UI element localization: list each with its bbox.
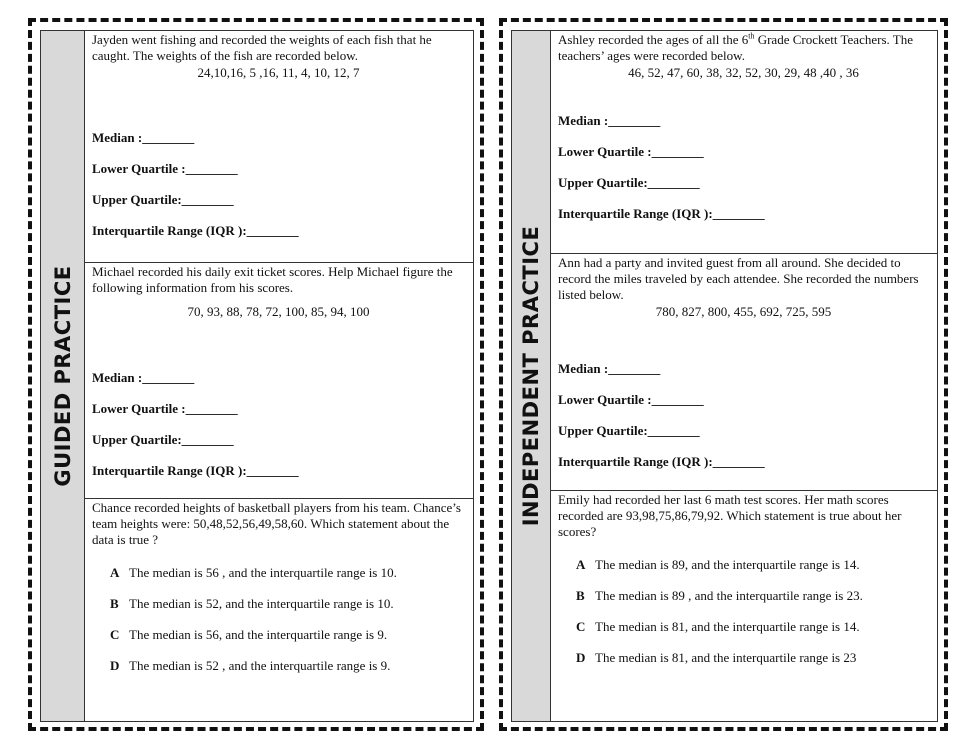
median-answer[interactable]: Median :________ <box>558 361 661 376</box>
independent-practice-content <box>551 31 937 721</box>
median-answer[interactable]: Median :________ <box>92 370 195 385</box>
independent-problem-3 <box>551 491 937 721</box>
guided-practice-sidebar <box>41 31 85 721</box>
choice-list <box>92 565 465 674</box>
prompt-text-end: Grade Crockett Teachers. The teachers’ ages were recorded below. <box>558 32 913 63</box>
iqr-answer[interactable]: Interquartile Range (IQR ):________ <box>558 206 765 221</box>
choice-d[interactable] <box>576 650 929 666</box>
choice-list <box>558 557 929 666</box>
choice-text: The median is 81, and the interquartile range is 23 <box>595 650 857 665</box>
choice-letter: B <box>110 596 119 611</box>
problem-dataset: 70, 93, 88, 78, 72, 100, 85, 94, 100 <box>187 304 370 319</box>
problem-prompt: Emily had recorded her last 6 math test scores. Her math scores recorded are 93,98,75,86,79,92. Which statement is true about her scores? <box>558 492 902 539</box>
median-answer[interactable]: Median :________ <box>558 113 661 128</box>
lower-quartile-answer[interactable]: Lower Quartile :________ <box>92 161 238 176</box>
choice-b[interactable] <box>576 588 929 604</box>
iqr-answer[interactable]: Interquartile Range (IQR ):________ <box>558 454 765 469</box>
ordinal-suffix: th <box>748 31 755 41</box>
iqr-answer[interactable]: Interquartile Range (IQR ):________ <box>92 223 299 238</box>
problem-prompt: Michael recorded his daily exit ticket scores. Help Michael figure the following information from his scores. <box>92 264 453 295</box>
choice-text: The median is 89 , and the interquartile range is 23. <box>595 588 863 603</box>
choice-text: The median is 52, and the interquartile range is 10. <box>129 596 394 611</box>
choice-letter: A <box>576 557 586 572</box>
choice-text: The median is 52 , and the interquartile range is 9. <box>129 658 391 673</box>
choice-b[interactable] <box>110 596 465 612</box>
problem-prompt <box>558 32 929 64</box>
upper-quartile-answer[interactable]: Upper Quartile:________ <box>92 192 234 207</box>
upper-quartile-answer[interactable]: Upper Quartile:________ <box>92 432 234 447</box>
guided-problem-2 <box>85 263 473 499</box>
choice-letter: D <box>110 658 120 673</box>
guided-practice-panel <box>28 18 484 731</box>
independent-practice-frame <box>511 30 938 722</box>
choice-a[interactable] <box>576 557 929 573</box>
independent-problem-1 <box>551 31 937 254</box>
choice-letter: D <box>576 650 586 665</box>
independent-practice-sidebar <box>512 31 551 721</box>
guided-problem-1 <box>85 31 473 263</box>
choice-c[interactable] <box>110 627 465 643</box>
problem-prompt: Ann had a party and invited guest from all around. She decided to record the miles traveled by each attendee. She recorded the numbers listed below. <box>558 255 919 302</box>
independent-problem-2 <box>551 254 937 491</box>
choice-letter: C <box>110 627 120 642</box>
choice-text: The median is 56, and the interquartile range is 9. <box>129 627 388 642</box>
choice-letter: C <box>576 619 586 634</box>
lower-quartile-answer[interactable]: Lower Quartile :________ <box>92 401 238 416</box>
guided-problem-3 <box>85 499 473 721</box>
independent-practice-panel <box>499 18 948 731</box>
choice-text: The median is 56 , and the interquartile range is 10. <box>129 565 397 580</box>
problem-dataset: 24,10,16, 5 ,16, 11, 4, 10, 12, 7 <box>197 65 360 80</box>
upper-quartile-answer[interactable]: Upper Quartile:________ <box>558 175 700 190</box>
iqr-answer[interactable]: Interquartile Range (IQR ):________ <box>92 463 299 478</box>
problem-prompt: Chance recorded heights of basketball players from his team. Chance’s team heights were: 50,48,52,56,49,58,60. Which statement about the data is true ? <box>92 500 461 547</box>
choice-c[interactable] <box>576 619 929 635</box>
choice-d[interactable] <box>110 658 465 674</box>
problem-dataset: 780, 827, 800, 455, 692, 725, 595 <box>655 304 832 319</box>
prompt-text-start: Ashley recorded the ages of all the 6 <box>558 32 749 47</box>
guided-practice-frame <box>40 30 474 722</box>
choice-text: The median is 81, and the interquartile range is 14. <box>595 619 860 634</box>
independent-practice-title: INDEPENDENT PRACTICE <box>519 225 543 527</box>
guided-practice-title: GUIDED PRACTICE <box>50 265 75 487</box>
guided-practice-content <box>85 31 473 721</box>
choice-text: The median is 89, and the interquartile range is 14. <box>595 557 860 572</box>
choice-a[interactable] <box>110 565 465 581</box>
median-answer[interactable]: Median :________ <box>92 130 195 145</box>
lower-quartile-answer[interactable]: Lower Quartile :________ <box>558 392 704 407</box>
choice-letter: B <box>576 588 585 603</box>
problem-dataset: 46, 52, 47, 60, 38, 32, 52, 30, 29, 48 ,40 , 36 <box>628 65 859 80</box>
problem-prompt: Jayden went fishing and recorded the weights of each fish that he caught. The weights of the fish are recorded below. <box>92 32 432 63</box>
upper-quartile-answer[interactable]: Upper Quartile:________ <box>558 423 700 438</box>
lower-quartile-answer[interactable]: Lower Quartile :________ <box>558 144 704 159</box>
choice-letter: A <box>110 565 120 580</box>
